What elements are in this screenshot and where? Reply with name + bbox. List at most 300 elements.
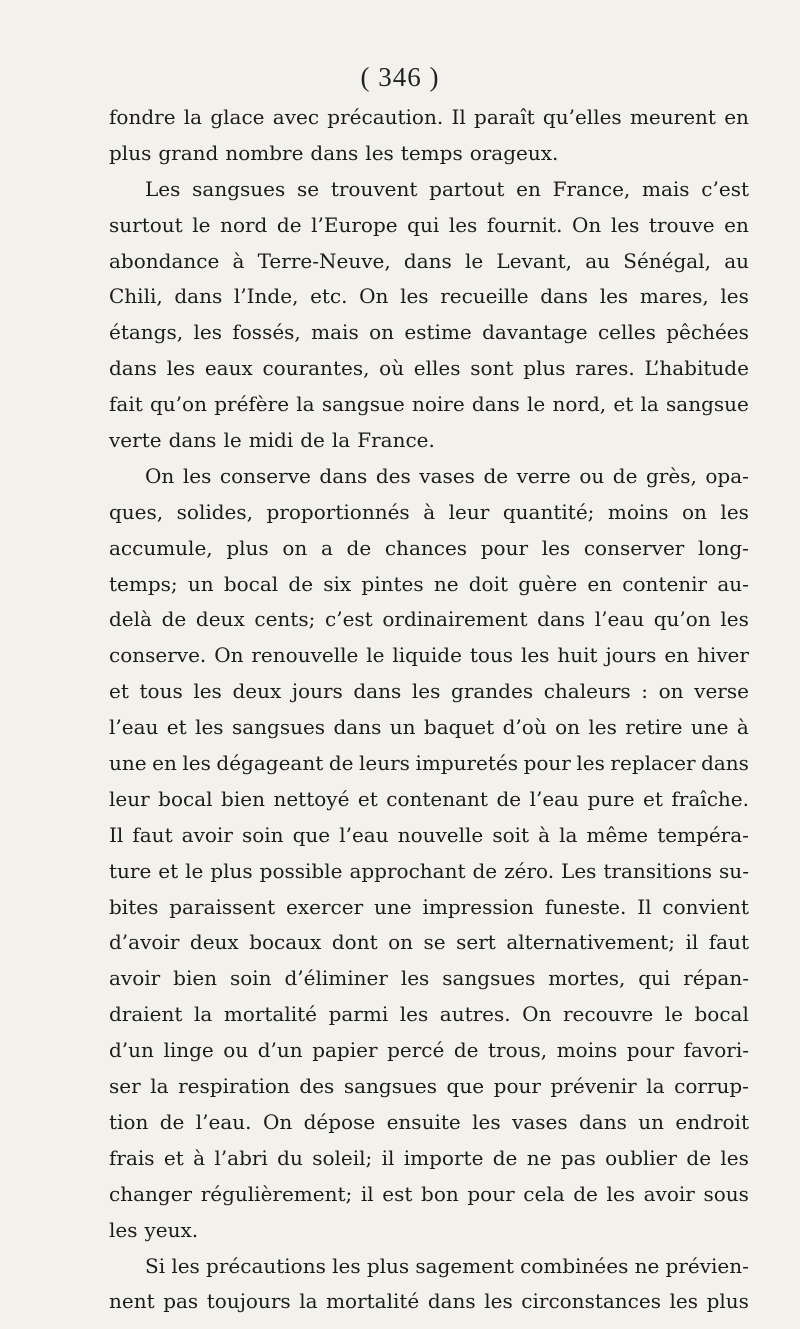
word: conserve.	[109, 643, 207, 668]
word: liquide	[392, 643, 462, 668]
word: pour	[523, 751, 571, 776]
word: en	[724, 105, 749, 129]
word: même	[586, 822, 649, 847]
word: pure	[587, 786, 635, 811]
word: fait	[109, 392, 143, 417]
word: les	[610, 212, 640, 237]
word: davantage	[482, 320, 588, 345]
text-line	[109, 782, 749, 818]
word: leur	[109, 786, 150, 811]
word: la	[299, 1289, 318, 1314]
word: long-	[698, 535, 749, 560]
word: doit	[468, 571, 509, 596]
word: On	[262, 1109, 293, 1134]
word: circonstances	[521, 1289, 661, 1314]
word: Si	[145, 1253, 166, 1278]
text-line	[109, 315, 749, 351]
text-line	[109, 925, 749, 961]
word: yeux.	[144, 1217, 199, 1242]
word: qu’on	[150, 392, 207, 417]
word: il	[685, 930, 699, 955]
word: a	[320, 535, 333, 560]
word: Il	[109, 822, 124, 847]
text-line	[109, 674, 749, 710]
word: préfère	[214, 392, 290, 417]
word: conserve	[219, 463, 311, 488]
word: approchant	[349, 858, 466, 883]
word: les	[484, 1289, 513, 1314]
word: les	[193, 679, 222, 704]
word: les	[182, 751, 211, 776]
text-line	[109, 890, 749, 926]
word: étangs,	[109, 320, 184, 345]
word: paraît	[474, 105, 535, 129]
word: transitions	[603, 858, 713, 883]
word: de	[573, 1181, 598, 1206]
word: solides,	[176, 499, 254, 524]
word: les	[472, 1109, 501, 1134]
word: ordinairement	[382, 607, 528, 632]
word: la	[559, 822, 578, 847]
word: c’est	[701, 176, 749, 201]
word: pêchées	[666, 320, 749, 345]
text-line	[109, 1033, 749, 1069]
word: nouvelle	[397, 822, 484, 847]
word: et	[158, 858, 179, 883]
word: en	[516, 176, 541, 201]
word: On	[572, 212, 602, 237]
word: oublier	[605, 1145, 678, 1170]
word: dans	[540, 284, 589, 309]
word: proportionnés	[266, 499, 410, 524]
word: sangsues	[231, 715, 326, 740]
word: la	[193, 1002, 213, 1027]
word: l’eau	[594, 607, 645, 632]
word: France.	[357, 428, 435, 453]
word: la	[646, 1074, 665, 1099]
word: zéro.	[504, 858, 555, 883]
word: deux	[195, 607, 245, 632]
word: les	[365, 140, 394, 165]
word: sangsues	[442, 966, 536, 991]
word: quantité;	[502, 499, 595, 524]
word: au	[724, 248, 749, 273]
word: moins	[607, 499, 669, 524]
word: et	[613, 392, 634, 417]
word: noire	[411, 392, 465, 417]
word: changer	[109, 1181, 193, 1206]
word: l’eau	[529, 786, 579, 811]
word: Sénégal,	[623, 248, 711, 273]
word: la	[296, 392, 315, 417]
word: vases	[419, 463, 475, 488]
word: dans	[427, 1289, 476, 1314]
word: plus	[109, 140, 152, 165]
word: de	[288, 571, 314, 596]
word: précautions	[206, 1253, 326, 1278]
word: glace	[210, 105, 265, 129]
word: On	[145, 463, 175, 488]
page-number: ( 346 )	[360, 62, 440, 92]
word: autres.	[439, 1002, 511, 1027]
word: de	[496, 786, 522, 811]
word: une	[109, 751, 147, 776]
word: moins	[556, 1038, 618, 1063]
word: impression	[422, 894, 534, 919]
word: de	[453, 1038, 479, 1063]
word: temps;	[109, 571, 178, 596]
word: tion	[109, 1109, 149, 1134]
word: les	[606, 1181, 635, 1206]
word: On	[214, 643, 244, 668]
word: le	[223, 428, 242, 453]
text-line	[109, 1177, 749, 1213]
text-line	[109, 100, 749, 136]
word: vases	[512, 1109, 568, 1134]
word: draient	[109, 1002, 183, 1027]
word: sont	[470, 356, 514, 381]
word: deux	[189, 930, 239, 955]
word: à	[423, 499, 436, 524]
word: contenant	[386, 786, 488, 811]
word: baquet	[423, 715, 495, 740]
word: les	[588, 715, 617, 740]
text-line	[109, 818, 749, 854]
word: se	[296, 176, 320, 201]
word: surtout	[109, 212, 183, 237]
word: percé	[387, 1038, 445, 1063]
text-line	[109, 1069, 749, 1105]
word: opa-	[705, 463, 749, 488]
word: cents;	[254, 607, 316, 632]
word: et	[109, 679, 129, 704]
word: parmi	[328, 1002, 389, 1027]
word: pour	[480, 535, 529, 560]
word: leurs	[358, 751, 410, 776]
word: dans	[168, 428, 217, 453]
word: dans	[537, 607, 586, 632]
text-line	[109, 459, 749, 495]
word: pour	[493, 1074, 541, 1099]
word: trous,	[488, 1038, 548, 1063]
word: répan-	[683, 966, 749, 991]
word: temps	[400, 140, 463, 165]
word: jours	[605, 643, 657, 668]
word: de	[483, 463, 509, 488]
word: elles	[413, 356, 461, 381]
word: On	[522, 1002, 552, 1027]
word: un	[187, 571, 214, 596]
word: eaux	[204, 356, 253, 381]
word: abondance	[109, 248, 220, 273]
word: le	[664, 1002, 683, 1027]
word: sangsue	[666, 392, 749, 417]
word: recouvre	[562, 1002, 654, 1027]
word: les	[720, 499, 749, 524]
word: dans	[471, 392, 520, 417]
word: bocal	[223, 571, 279, 596]
word: les	[182, 463, 212, 488]
word: delà	[109, 607, 152, 632]
word: dans	[109, 356, 157, 381]
word: qui	[407, 212, 440, 237]
text-line	[109, 567, 749, 603]
text-line	[109, 638, 749, 674]
word: à	[538, 822, 551, 847]
word: que	[446, 1074, 485, 1099]
word: alternativement;	[506, 930, 675, 955]
word: est	[382, 1181, 413, 1206]
word: sangsues	[343, 1074, 437, 1099]
word: plus	[210, 858, 253, 883]
word: avoir	[643, 1181, 695, 1206]
word: cela	[523, 1181, 565, 1206]
word: pintes	[361, 571, 424, 596]
word: recueille	[440, 284, 529, 309]
word: la	[183, 105, 203, 129]
word: que	[292, 822, 331, 847]
text-line	[109, 854, 749, 890]
word: trouve	[648, 212, 715, 237]
word: linge	[163, 1038, 214, 1063]
word: nettoyé	[273, 786, 350, 811]
word: nord,	[552, 392, 607, 417]
word: chances	[384, 535, 468, 560]
word: contenir	[622, 571, 708, 596]
word: le	[527, 392, 546, 417]
word: Levant,	[496, 248, 573, 273]
word: plus	[523, 356, 566, 381]
word: on	[282, 535, 308, 560]
word: le	[192, 212, 211, 237]
word: les	[171, 1253, 200, 1278]
text-line	[109, 602, 749, 638]
word: funeste.	[544, 894, 627, 919]
word: l’eau	[109, 715, 159, 740]
word: paraissent	[169, 894, 276, 919]
word: du	[277, 1145, 303, 1170]
word: importe	[403, 1145, 484, 1170]
word: l’eau.	[195, 1109, 252, 1134]
word: pour	[467, 1181, 515, 1206]
word: dépose	[303, 1109, 376, 1134]
word: en	[724, 212, 749, 237]
word: en	[587, 571, 613, 596]
text-line	[109, 746, 749, 782]
word: bien	[221, 786, 265, 811]
word: ne	[634, 1253, 660, 1278]
word: bocaux	[249, 930, 322, 955]
word: soleil;	[312, 1145, 373, 1170]
word: dans	[333, 715, 382, 740]
word: mortalité	[223, 1002, 318, 1027]
word: à	[736, 715, 749, 740]
word: à	[232, 248, 245, 273]
word: des	[299, 1074, 335, 1099]
word: toujours	[206, 1289, 291, 1314]
word: dans	[310, 140, 359, 165]
word: nent	[109, 1289, 155, 1314]
word: accumule,	[109, 535, 213, 560]
word: dans	[353, 679, 402, 704]
word: possible	[259, 858, 343, 883]
word: ser	[109, 1074, 141, 1099]
word: tous	[139, 679, 183, 704]
word: favori-	[683, 1038, 749, 1063]
word: L’habitude	[644, 356, 749, 381]
word: les	[576, 751, 605, 776]
word: les	[166, 356, 196, 381]
word: d’un	[257, 1038, 303, 1063]
word: avec	[272, 105, 320, 129]
word: l’abri	[214, 1145, 268, 1170]
word: d’avoir	[109, 930, 180, 955]
word: Chili,	[109, 284, 163, 309]
text-line	[109, 172, 749, 208]
word: On	[359, 284, 389, 309]
word: en	[664, 643, 690, 668]
word: hiver	[696, 643, 749, 668]
word: Les	[145, 176, 181, 201]
body-text	[109, 100, 749, 1320]
text-line	[109, 495, 749, 531]
word: grandes	[451, 679, 534, 704]
text-line	[109, 387, 749, 423]
word: endroit	[675, 1109, 749, 1134]
word: partout	[429, 176, 505, 201]
word: la	[150, 1074, 169, 1099]
word: se	[423, 930, 446, 955]
word: dégageant	[216, 751, 324, 776]
word: huit	[557, 643, 598, 668]
word: celles	[597, 320, 656, 345]
word: mares,	[639, 284, 709, 309]
word: en	[152, 751, 177, 776]
word: le	[464, 248, 484, 273]
word: exercer	[286, 894, 364, 919]
word: d’éliminer	[284, 966, 388, 991]
word: faut	[708, 930, 749, 955]
word: fournit.	[486, 212, 563, 237]
word: ques,	[109, 499, 164, 524]
word: renouvelle	[251, 643, 359, 668]
word: su-	[719, 858, 749, 883]
word: mortalité	[326, 1289, 420, 1314]
word: les	[599, 284, 629, 309]
text-line	[109, 1249, 749, 1285]
word: de	[472, 858, 498, 883]
word: régulièrement;	[200, 1181, 353, 1206]
word: deux	[232, 679, 282, 704]
word: bocal	[158, 786, 213, 811]
word: plus	[226, 535, 269, 560]
text-line	[109, 997, 749, 1033]
word: les	[109, 1217, 138, 1242]
word: et	[166, 715, 187, 740]
word: et	[163, 1145, 184, 1170]
word: il	[381, 1145, 395, 1170]
word: de	[161, 607, 187, 632]
word: replacer	[610, 751, 696, 776]
text-line	[109, 1213, 749, 1249]
word: soin	[229, 966, 272, 991]
word: les	[400, 284, 429, 309]
word: on	[555, 715, 580, 740]
word: de	[346, 535, 372, 560]
word: fossés,	[232, 320, 301, 345]
word: mais	[642, 176, 690, 201]
word: l’eau	[339, 822, 389, 847]
word: de	[686, 1145, 712, 1170]
word: précaution.	[327, 105, 444, 129]
word: il	[360, 1181, 374, 1206]
word: qui	[638, 966, 671, 991]
text-line	[109, 136, 749, 172]
word: soit	[492, 822, 530, 847]
word: sous	[703, 1181, 749, 1206]
word: bon	[421, 1181, 459, 1206]
word: les	[193, 320, 222, 345]
word: une	[374, 894, 412, 919]
word: mais	[311, 320, 359, 345]
word: guère	[518, 571, 578, 596]
word: au	[585, 248, 611, 273]
word: de	[276, 212, 302, 237]
word: on	[681, 499, 707, 524]
text-line	[109, 1284, 749, 1320]
word: plus	[366, 1253, 410, 1278]
word: pas	[560, 1145, 596, 1170]
word: les	[399, 1002, 429, 1027]
word: conserver	[583, 535, 685, 560]
word: papier	[312, 1038, 378, 1063]
word: un	[389, 715, 416, 740]
word: tempéra-	[657, 822, 749, 847]
word: sert	[456, 930, 496, 955]
word: bocal	[694, 1002, 749, 1027]
word: on	[369, 320, 395, 345]
word: France,	[552, 176, 631, 201]
word: ou	[579, 463, 605, 488]
text-line	[109, 961, 749, 997]
word: Les	[561, 858, 597, 883]
word: meurent	[629, 105, 716, 129]
word: retire	[625, 715, 683, 740]
text-line	[109, 423, 749, 459]
word: Terre-Neuve,	[257, 248, 391, 273]
word: tous	[469, 643, 514, 668]
word: une	[690, 715, 729, 740]
word: les	[448, 212, 478, 237]
word: les	[541, 535, 571, 560]
word: ensuite	[386, 1109, 461, 1134]
word: à	[193, 1145, 206, 1170]
word: impuretés	[415, 751, 519, 776]
word: un	[638, 1109, 665, 1134]
word: ne	[433, 571, 459, 596]
word: de	[492, 1145, 518, 1170]
word: courantes,	[262, 356, 370, 381]
word: et	[643, 786, 663, 811]
word: grès,	[646, 463, 697, 488]
word: midi	[248, 428, 294, 453]
word: pas	[163, 1289, 199, 1314]
text-line	[109, 279, 749, 315]
word: soin	[241, 822, 284, 847]
word: le	[366, 643, 385, 668]
word: de	[612, 463, 638, 488]
word: de	[328, 751, 354, 776]
